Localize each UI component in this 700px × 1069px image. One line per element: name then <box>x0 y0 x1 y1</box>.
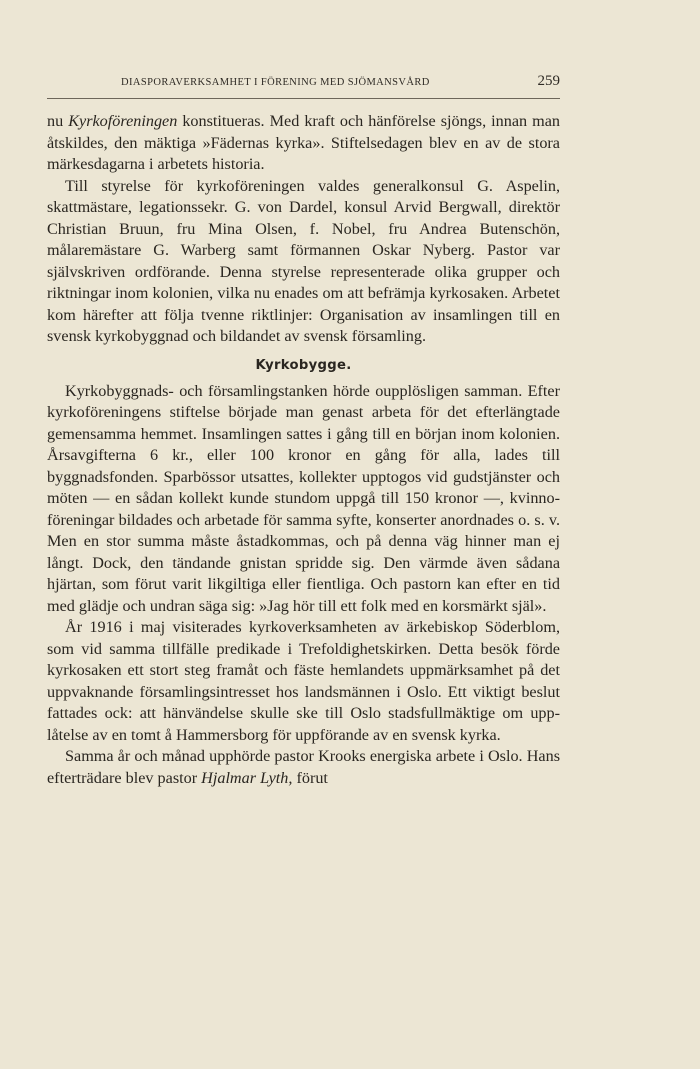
paragraph-visitation-1916: År 1916 i maj visiterades kyrkoverksamheten av ärkebiskop Söderblom, som vid samma tillfälle predikade i Trefoldighetskirken. Detta besök förde kyrkosaken ett stort steg framåt och fäste hemlandets uppmärksamhet på det uppvaknande församlingsintresset hos landsmännen i Oslo. Ett viktigt beslut fattades ock: att hänvändelse skulle ske till Oslo stadsfullmäktige om upplåtelse av en tomt å Hammersborg för uppförande av en svensk kyrka. <box>47 618 560 744</box>
page-header <box>47 74 560 99</box>
page-body <box>47 111 560 789</box>
paragraph-text: nu <box>47 112 69 130</box>
running-title: DIASPORAVERKSAMHET I FÖRENING MED SJÖMANSVÅRD <box>121 77 430 88</box>
paragraph-text: förut <box>292 768 328 787</box>
italic-name: Hjalmar Lyth, <box>201 768 293 787</box>
paragraph-text: Samma år och månad upphörde pastor Krooks energiska arbete i Oslo. Hans efterträdare blev pastor <box>47 747 560 787</box>
paragraph-kyrkoforeningen <box>47 111 560 176</box>
paragraph-kyrkobyggnad: Kyrkobyggnads- och församlingstanken hörde oupplösligen samman. Efter kyrkoföreningens stiftelse började man genast arbeta för det efterlängtade gemensamma hemmet. Insamlingen sattes i gång till en början inom kolonien. Årsavgifterna 6 kr., eller 100 kronor en gång för alla, lades till byggnadsfonden. Sparbössor utsattes, kollekter upptogos vid gudstjänster och möten — en sådan kollekt kunde stundom uppgå till 150 kronor —, kvinnoföreningar bildades och arbetade för samma syfte, konserter anordnades o. s. v. Men en stor summa måste åstadkommas, och på denna väg hinner man ej långt. Dock, den tändande gnistan spridde sig. Den värmde även sådana hjärtan, som förut varit likgiltiga eller fientliga. Och pastorn kan efter en tid med glädje och undran säga sig: »Jag hör till ett folk med en korsmärkt själ». <box>47 381 560 615</box>
paragraph-styrelse: Till styrelse för kyrkoföreningen valdes generalkonsul G. Aspelin, skattmästare, legationssekr. G. von Dardel, konsul Arvid Bergwall, direktör Christian Bruun, fru Mina Olsen, f. Nobel, fru Andrea Butenschön, målaremästare G. Warberg samt förmannen Oskar Nyberg. Pastor var självskriven ordförande. Denna styrelse representerade olika grupper och riktningar inom kolonien, vilka nu enades om att befrämja kyrkosaken. Arbetet kom härefter att följa tvenne riktlinjer: Organisation av insamlingen till en svensk kyrkobyggnad och bildandet av svensk församling. <box>47 176 560 345</box>
italic-term: Kyrkoföreningen <box>68 112 178 130</box>
paragraph-pastor-lyth <box>47 746 560 789</box>
paragraph-text: konstitueras. Med kraft och hänförelse sjöngs, innan man åtskildes, den mäktiga »Fädernas kyrka». Stiftelsedagen blev en av de stora märkesdagarna i arbetets historia. <box>47 112 561 173</box>
section-heading: Kyrkobygge. <box>255 357 352 373</box>
page-number: 259 <box>537 73 560 89</box>
